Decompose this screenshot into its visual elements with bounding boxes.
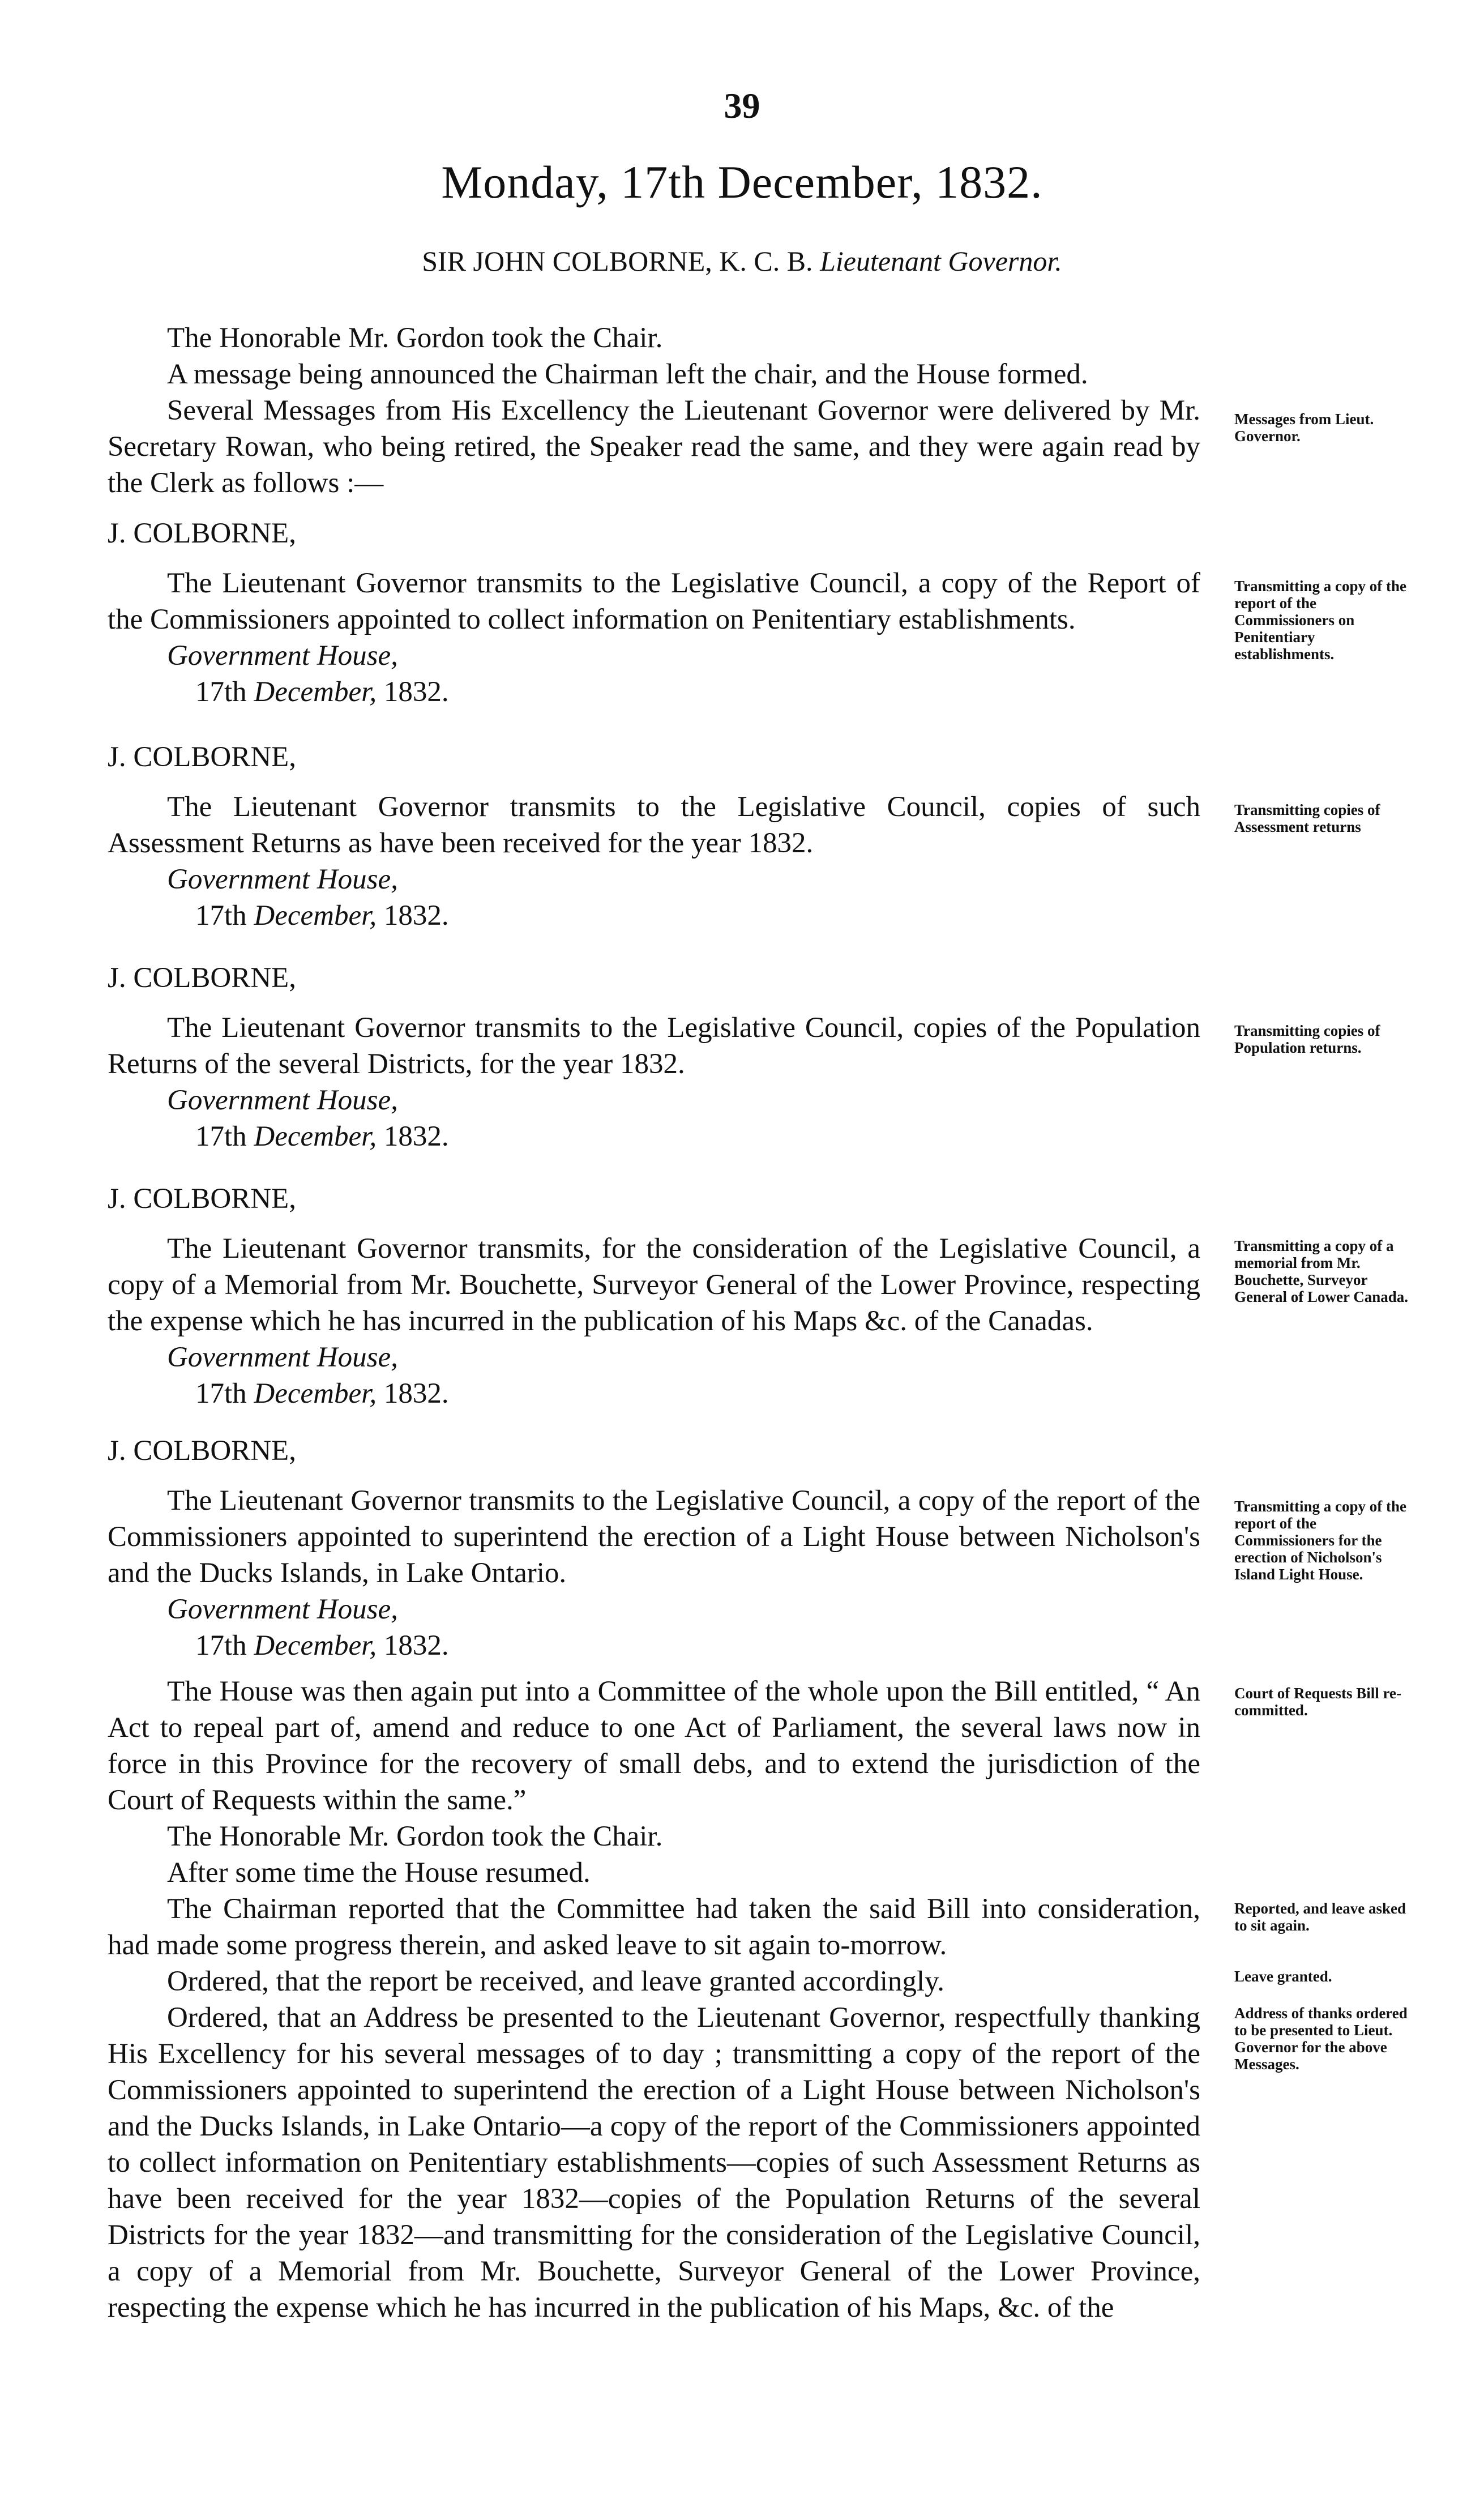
date-month: December, bbox=[254, 1630, 377, 1662]
message-place: Government House, bbox=[167, 1594, 398, 1625]
margin-note: Transmitting a copy of the report of the Commissioners for the erection of Nicholson's Island Light House. bbox=[1234, 1498, 1406, 1583]
message-text: The Lieutenant Governor transmits to the Legislative Council, copies of such Assessment Returns as have been received for the year 1832. bbox=[108, 791, 1200, 859]
message-text: The Lieutenant Governor transmits to the Legislative Council, a copy of the report of the Commissioners appointed to superintend the erection of a Light House between Nicholson's and the Ducks Islands, in Lake Ontario. bbox=[108, 1485, 1200, 1589]
proceedings-paragraph: Ordered, that the report be received, and leave granted accordingly. bbox=[167, 1966, 945, 1997]
date-day: 17th bbox=[195, 1121, 247, 1152]
proceedings-paragraph: The Chairman reported that the Committee had taken the said Bill into consideration, had made some progress therein, and asked leave to sit again to-morrow. bbox=[108, 1893, 1200, 1961]
governor-name: SIR JOHN COLBORNE, K. C. B. bbox=[422, 245, 813, 277]
date-day: 17th bbox=[195, 900, 247, 932]
message-date bbox=[108, 674, 1200, 710]
message-text: The Lieutenant Governor transmits to the Legislative Council, copies of the Population Returns of the several Districts, for the year 1832. bbox=[108, 1012, 1200, 1080]
opening-section bbox=[108, 320, 1200, 501]
proceedings-paragraph: After some time the House resumed. bbox=[167, 1857, 591, 1889]
margin-note: Transmitting copies of Assessment returns bbox=[1234, 801, 1380, 835]
date-month: December, bbox=[254, 900, 377, 932]
date-year: 1832. bbox=[383, 1378, 449, 1410]
message-signature: J. COLBORNE, bbox=[108, 1183, 296, 1215]
message-block bbox=[108, 739, 1200, 934]
message-block bbox=[108, 1181, 1200, 1412]
governor-line bbox=[0, 245, 1484, 277]
message-block bbox=[108, 960, 1200, 1155]
date-month: December, bbox=[254, 1121, 377, 1152]
date-heading: Monday, 17th December, 1832. bbox=[441, 156, 1043, 208]
message-date bbox=[108, 1118, 1200, 1155]
margin-note: Reported, and leave asked to sit again. bbox=[1234, 1900, 1406, 1934]
date-year: 1832. bbox=[383, 676, 449, 708]
margin-note: Address of thanks ordered to be presented to Lieut. Governor for the above Messages. bbox=[1234, 2005, 1408, 2073]
message-signature: J. COLBORNE, bbox=[108, 518, 296, 549]
message-signature: J. COLBORNE, bbox=[108, 962, 296, 994]
proceedings-paragraph: The House was then again put into a Committee of the whole upon the Bill entitled, “ An Act to repeal part of, amend and reduce to one Act of Parliament, the several laws now in force in this Province for the recovery of small debs, and to extend the jurisdiction of the Court of Requests within the same.” bbox=[108, 1676, 1200, 1816]
margin-note: Court of Requests Bill re-committed. bbox=[1234, 1685, 1401, 1719]
margin-note: Transmitting copies of Population returns. bbox=[1234, 1022, 1380, 1056]
message-date bbox=[108, 1376, 1200, 1412]
date-month: December, bbox=[254, 676, 377, 708]
page-number: 39 bbox=[724, 86, 760, 126]
message-signature: J. COLBORNE, bbox=[108, 741, 296, 773]
message-place: Government House, bbox=[167, 1084, 398, 1116]
date-month: December, bbox=[254, 1378, 377, 1410]
margin-note: Messages from Lieut. Governor. bbox=[1234, 411, 1374, 445]
message-place: Government House, bbox=[167, 864, 398, 895]
message-text: The Lieutenant Governor transmits, for the consideration of the Legislative Council, a copy of a Memorial from Mr. Bouchette, Surveyor General of the Lower Province, respecting the expense which he has incurred in the publication of his Maps &c. of the Canadas. bbox=[108, 1233, 1200, 1337]
proceedings-paragraph: The Honorable Mr. Gordon took the Chair. bbox=[167, 1821, 663, 1852]
message-place: Government House, bbox=[167, 1342, 398, 1373]
margin-note: Transmitting a copy of a memorial from Mr. Bouchette, Surveyor General of Lower Canada. bbox=[1234, 1237, 1408, 1305]
message-block bbox=[108, 1433, 1200, 1664]
date-day: 17th bbox=[195, 1378, 247, 1410]
proceedings-section bbox=[108, 1673, 1200, 2326]
message-date bbox=[108, 898, 1200, 934]
date-year: 1832. bbox=[383, 1630, 449, 1662]
date-day: 17th bbox=[195, 1630, 247, 1662]
margin-note: Leave granted. bbox=[1234, 1968, 1332, 1985]
message-date bbox=[108, 1628, 1200, 1664]
message-text: The Lieutenant Governor transmits to the Legislative Council, a copy of the Report of the Commissioners appointed to collect information on Penitentiary establishments. bbox=[108, 567, 1200, 635]
opening-paragraph: The Honorable Mr. Gordon took the Chair. bbox=[167, 322, 663, 354]
opening-paragraph: A message being announced the Chairman left the chair, and the House formed. bbox=[167, 358, 1088, 390]
message-signature: J. COLBORNE, bbox=[108, 1435, 296, 1467]
governor-title: Lieutenant Governor. bbox=[820, 245, 1062, 277]
date-year: 1832. bbox=[383, 1121, 449, 1152]
margin-note: Transmitting a copy of the report of the Commissioners on Penitentiary establishments. bbox=[1234, 578, 1406, 663]
message-place: Government House, bbox=[167, 640, 398, 672]
proceedings-paragraph: Ordered, that an Address be presented to the Lieutenant Governor, respectfully thanking His Excellency for his several messages of to day ; transmitting a copy of the report of the Commissioners appointed to superintend the erection of a Light House between Nicholson's and the Ducks Islands, in Lake Ontario—a copy of the report of the Commissioners appointed to collect information on Penitentiary establishments—copies of such Assessment Returns as have been received for the year 1832—copies of the Population Returns of the several Districts for the year 1832—and transmitting for the consideration of the Legislative Council, a copy of a Memorial from Mr. Bouchette, Surveyor General of the Lower Province, respecting the expense which he has incurred in the publication of his Maps, &c. of the bbox=[108, 2002, 1200, 2323]
date-day: 17th bbox=[195, 676, 247, 708]
date-year: 1832. bbox=[383, 900, 449, 932]
message-block bbox=[108, 515, 1200, 710]
opening-paragraph: Several Messages from His Excellency the Lieutenant Governor were delivered by Mr. Secretary Rowan, who being retired, the Speaker read the same, and they were again read by the Clerk as follows :— bbox=[108, 395, 1200, 499]
